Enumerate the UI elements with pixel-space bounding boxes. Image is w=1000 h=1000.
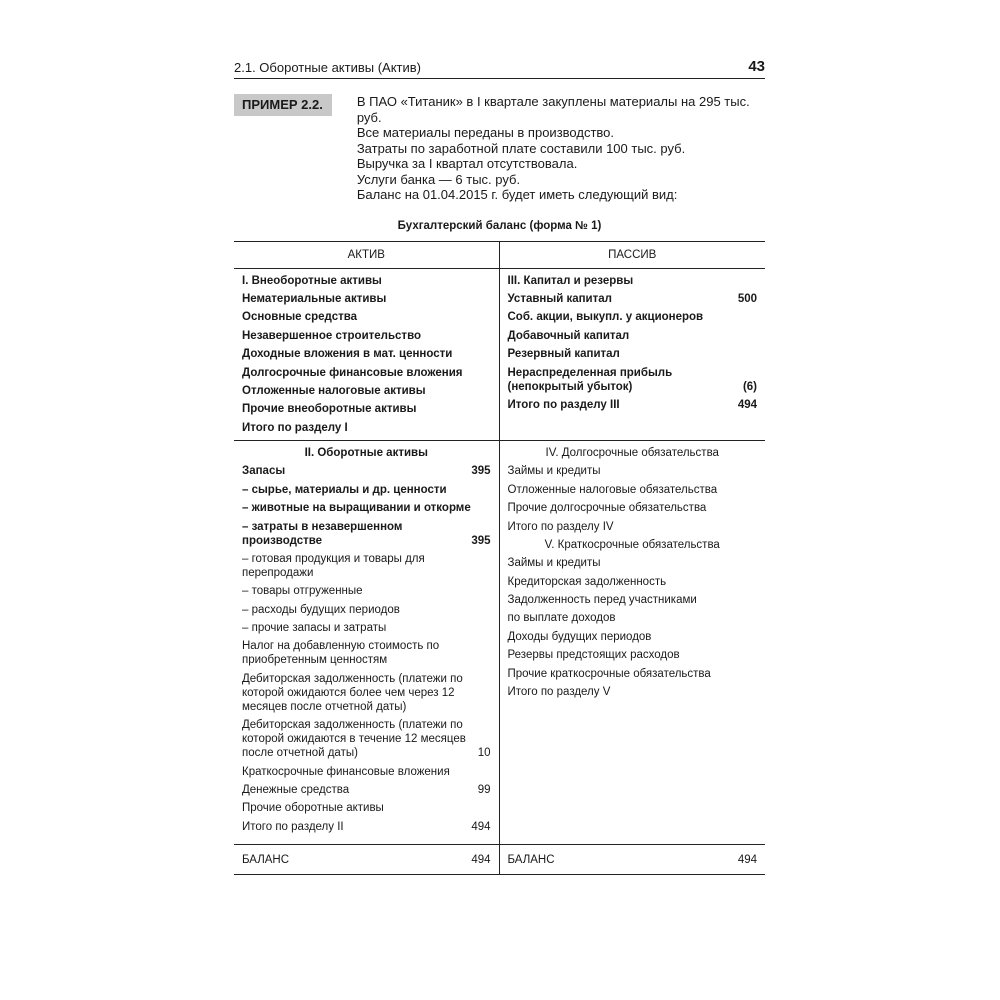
- row-label: по выплате доходов: [507, 612, 616, 625]
- example-line: Затраты по заработной плате составили 100 тыс. руб.: [356, 140, 686, 156]
- table-row: [508, 853, 758, 867]
- row-value: 494: [471, 820, 491, 833]
- row-label: Прочие краткосрочные обязательства: [507, 667, 711, 680]
- table-row: [508, 308, 758, 326]
- row-label: Нематериальные активы: [242, 293, 387, 306]
- row-value: 395: [471, 465, 491, 478]
- table-row: [242, 327, 491, 345]
- aktiv-header: АКТИВ: [234, 242, 500, 268]
- row-label: БАЛАНС: [507, 853, 555, 866]
- row-value: 494: [737, 853, 757, 866]
- row-label: IV. Долгосрочные обязательства: [545, 447, 719, 460]
- running-header: [234, 56, 765, 79]
- table-row: [242, 716, 491, 762]
- row-label: – расходы будущих периодов: [242, 603, 400, 616]
- row-value: 500: [737, 293, 757, 306]
- row-label: Нераспределенная прибыль (непокрытый убыток): [507, 366, 673, 393]
- row-label: БАЛАНС: [242, 853, 290, 866]
- row-label: Налог на добавленную стоимость по приобретенным ценностям: [242, 640, 440, 667]
- table-row: [508, 272, 758, 290]
- row-label: – прочие запасы и затраты: [242, 622, 387, 635]
- table-row: [508, 554, 758, 572]
- row-label: Отложенные налоговые обязательства: [507, 483, 718, 496]
- table-row: [242, 462, 491, 480]
- table-row: [242, 550, 491, 582]
- row-label: Задолженность перед участниками: [507, 594, 697, 607]
- table-row: [508, 396, 758, 414]
- table-row: [242, 290, 491, 308]
- table-row: [242, 799, 491, 817]
- row-label: – животные на выращивании и откорме: [242, 502, 471, 515]
- table-row: [508, 591, 758, 609]
- example-line: Выручка за I квартал отсутствовала.: [356, 156, 578, 171]
- passiv-sections-4-5: [500, 441, 766, 844]
- table-row: [508, 327, 758, 345]
- table-row: [508, 683, 758, 701]
- table-row: [242, 670, 491, 716]
- row-label: Итого по разделу II: [242, 820, 344, 833]
- row-label: Запасы: [242, 465, 286, 478]
- section-heading: [508, 444, 758, 462]
- example-text: [357, 94, 765, 203]
- table-title: Бухгалтерский баланс (форма № 1): [397, 219, 602, 232]
- aktiv-section-2: [234, 441, 500, 844]
- section-row-2: [234, 441, 765, 845]
- row-label: Прочие оборотные активы: [242, 802, 384, 815]
- table-row: [242, 637, 491, 669]
- row-label: – затраты в незавершенном производстве: [242, 520, 403, 547]
- row-label: Доходы будущих периодов: [507, 630, 652, 643]
- aktiv-section-1: [234, 269, 500, 440]
- table-row: [242, 345, 491, 363]
- table-row: [242, 582, 491, 600]
- row-value: 494: [471, 853, 491, 866]
- table-row: [242, 781, 491, 799]
- row-label: Итого по разделу IV: [507, 520, 614, 533]
- row-label: Денежные средства: [242, 783, 350, 796]
- row-label: Соб. акции, выкупл. у акционеров: [507, 311, 704, 324]
- table-row: [508, 499, 758, 517]
- row-label: Краткосрочные финансовые вложения: [242, 765, 450, 778]
- section-row-1: [234, 269, 765, 441]
- table-row: [508, 481, 758, 499]
- balance-sheet-table: [234, 241, 765, 875]
- row-label: Дебиторская задолженность (платежи по которой ожидаются более чем через 12 месяцев после отчетной даты): [242, 672, 463, 713]
- table-row: [242, 308, 491, 326]
- row-label: Итого по разделу I: [242, 421, 348, 434]
- row-label: Отложенные налоговые активы: [242, 384, 426, 397]
- passiv-header: ПАССИВ: [608, 248, 657, 261]
- row-label: Незавершенное строительство: [242, 329, 422, 342]
- row-label: Итого по разделу V: [507, 685, 611, 698]
- row-label: – сырье, материалы и др. ценности: [242, 483, 447, 496]
- row-label: Резервный капитал: [507, 348, 620, 361]
- example-badge: ПРИМЕР 2.2.: [234, 94, 332, 116]
- table-row: [242, 853, 491, 867]
- table-row: [242, 363, 491, 381]
- table-row: [508, 290, 758, 308]
- table-row: [508, 646, 758, 664]
- row-label: II. Оборотные активы: [304, 447, 428, 460]
- row-label: Долгосрочные финансовые вложения: [242, 366, 463, 379]
- passiv-section-3: [500, 269, 766, 440]
- table-row: [242, 419, 491, 437]
- table-row: [242, 382, 491, 400]
- table-row: [242, 499, 491, 517]
- table-row: [242, 619, 491, 637]
- table-row: [508, 517, 758, 535]
- row-label: – товары отгруженные: [242, 585, 363, 598]
- aktiv-total: [234, 845, 500, 874]
- row-value: 494: [737, 398, 757, 411]
- example-line: Баланс на 01.04.2015 г. будет иметь следующий вид:: [356, 187, 678, 202]
- page-number: 43: [748, 58, 765, 75]
- row-label: Займы и кредиты: [507, 557, 601, 570]
- row-value: 10: [477, 747, 491, 760]
- row-label: Прочие внеоборотные активы: [242, 403, 417, 416]
- balance-total-row: [234, 845, 765, 874]
- row-label: Прочие долгосрочные обязательства: [507, 502, 707, 515]
- section-heading: [508, 536, 758, 554]
- table-row: [242, 400, 491, 418]
- row-value: 395: [471, 534, 491, 547]
- table-row: [508, 628, 758, 646]
- row-label: III. Капитал и резервы: [507, 274, 634, 287]
- table-row: [242, 481, 491, 499]
- table-row: [508, 363, 758, 395]
- table-row: [242, 818, 491, 836]
- row-value: (6): [742, 380, 757, 393]
- row-label: I. Внеоборотные активы: [242, 274, 382, 287]
- passiv-total: [500, 845, 766, 874]
- row-label: Итого по разделу III: [507, 398, 620, 411]
- section-heading: [242, 444, 491, 462]
- row-value: 99: [477, 783, 491, 796]
- table-row: [508, 462, 758, 480]
- row-label: Основные средства: [242, 311, 358, 324]
- row-label: Займы и кредиты: [507, 465, 601, 478]
- book-page: [234, 56, 765, 875]
- example-line: В ПАО «Титаник» в I квартале закуплены материалы на 295 тыс. руб.: [356, 94, 750, 125]
- table-row: [242, 272, 491, 290]
- row-label: Доходные вложения в мат. ценности: [242, 348, 453, 361]
- example-line: Услуги банка — 6 тыс. руб.: [356, 171, 521, 187]
- row-label: Добавочный капитал: [507, 329, 630, 342]
- row-label: Уставный капитал: [507, 293, 612, 306]
- table-row: [508, 664, 758, 682]
- table-row: [242, 517, 491, 549]
- table-header-row: [234, 242, 765, 269]
- row-label: V. Краткосрочные обязательства: [544, 538, 720, 551]
- table-row: [242, 762, 491, 780]
- table-row: [242, 601, 491, 619]
- row-label: Кредиторская задолженность: [507, 575, 667, 588]
- row-label: Дебиторская задолженность (платежи по которой ожидаются в течение 12 месяцев после отчетной даты): [242, 719, 466, 760]
- table-row: [508, 345, 758, 363]
- table-row: [508, 609, 758, 627]
- row-label: – готовая продукция и товары для перепродажи: [242, 552, 425, 579]
- row-label: Резервы предстоящих расходов: [507, 649, 680, 662]
- running-title: 2.1. Оборотные активы (Актив): [234, 60, 422, 75]
- example-block: [234, 94, 765, 203]
- example-line: Все материалы переданы в производство.: [356, 125, 615, 140]
- table-row: [508, 573, 758, 591]
